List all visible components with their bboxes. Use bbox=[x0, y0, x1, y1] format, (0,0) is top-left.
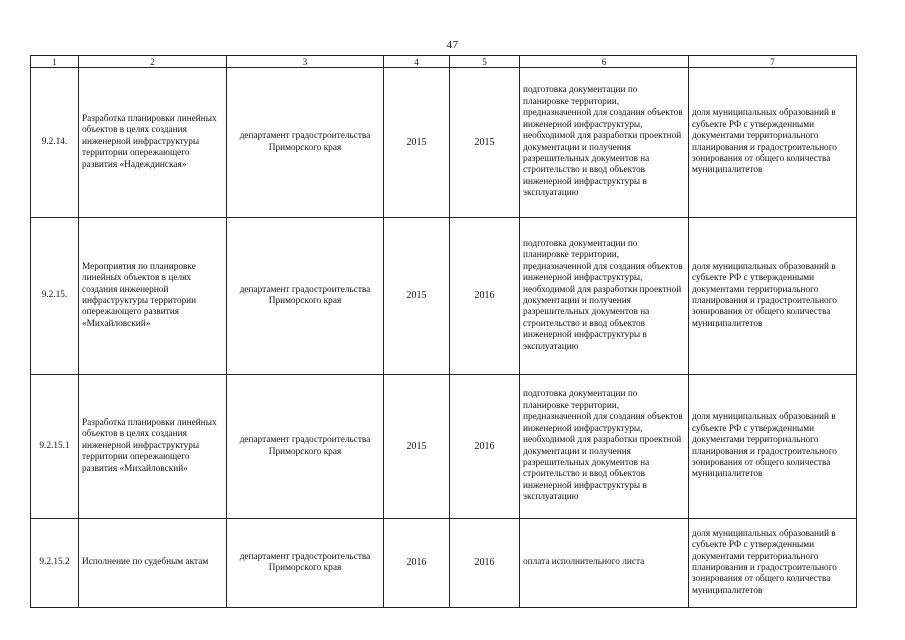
column-header: 2 bbox=[79, 56, 227, 68]
cell-start-year: 2015 bbox=[384, 218, 450, 375]
cell-executor: департамент градостроительства Приморского края bbox=[227, 375, 384, 519]
cell-indicator: доля муниципальных образований в субъекте РФ с утвержденными документами территориального планирования и градостроительного зонирования от общего количества муниципалитетов bbox=[689, 375, 857, 519]
cell-end-year: 2016 bbox=[450, 375, 520, 519]
cell-measure-name: Мероприятия по планировке линейных объектов в целях создания инженерной инфраструктуры территории опережающего развития «Михайловский» bbox=[79, 218, 227, 375]
cell-executor: департамент градостроительства Приморского края bbox=[227, 218, 384, 375]
cell-executor: департамент градостроительства Приморского края bbox=[227, 519, 384, 608]
cell-expected-result: оплата исполнительного листа bbox=[520, 519, 689, 608]
cell-executor: департамент градостроительства Приморского края bbox=[227, 68, 384, 218]
column-header: 1 bbox=[31, 56, 79, 68]
table-row bbox=[31, 519, 857, 608]
cell-measure-name: Разработка планировки линейных объектов в целях создания инженерной инфраструктуры территории опережающего развития «Надеждинская» bbox=[79, 68, 227, 218]
column-header: 6 bbox=[520, 56, 689, 68]
header-row bbox=[31, 56, 857, 68]
cell-measure-name: Разработка планировки линейных объектов в целях создания инженерной инфраструктуры территории опережающего развития «Михайловский» bbox=[79, 375, 227, 519]
measures-table bbox=[30, 55, 857, 608]
page-number: 47 bbox=[446, 39, 459, 51]
cell-expected-result: подготовка документации по планировке территории, предназначенной для создания объектов инженерной инфраструктуры, необходимой для разработки проектной документации и получения разрешительных документов на строительство и ввод объектов инженерной инфраструктуры в эксплуатацию bbox=[520, 218, 689, 375]
column-header: 7 bbox=[689, 56, 857, 68]
cell-start-year: 2015 bbox=[384, 375, 450, 519]
cell-number: 9.2.15. bbox=[31, 218, 79, 375]
column-header: 3 bbox=[227, 56, 384, 68]
cell-measure-name: Исполнение по судебным актам bbox=[79, 519, 227, 608]
cell-number: 9.2.15.1 bbox=[31, 375, 79, 519]
table-row bbox=[31, 375, 857, 519]
cell-indicator: доля муниципальных образований в субъекте РФ с утвержденными документами территориального планирования и градостроительного зонирования от общего количества муниципалитетов bbox=[689, 519, 857, 608]
cell-number: 9.2.14. bbox=[31, 68, 79, 218]
cell-end-year: 2016 bbox=[450, 519, 520, 608]
cell-end-year: 2016 bbox=[450, 218, 520, 375]
table-row bbox=[31, 68, 857, 218]
cell-expected-result: подготовка документации по планировке территории, предназначенной для создания объектов инженерной инфраструктуры, необходимой для разработки проектной документации и получения разрешительных документов на строительство и ввод объектов инженерной инфраструктуры в эксплуатацию bbox=[520, 375, 689, 519]
cell-indicator: доля муниципальных образований в субъекте РФ с утвержденными документами территориального планирования и градостроительного зонирования от общего количества муниципалитетов bbox=[689, 218, 857, 375]
table-row bbox=[31, 218, 857, 375]
cell-number: 9.2.15.2 bbox=[31, 519, 79, 608]
cell-expected-result: подготовка документации по планировке территории, предназначенной для создания объектов инженерной инфраструктуры, необходимой для разработки проектной документации и получения разрешительных документов на строительство и ввод объектов инженерной инфраструктуры в эксплуатацию bbox=[520, 68, 689, 218]
cell-start-year: 2016 bbox=[384, 519, 450, 608]
cell-indicator: доля муниципальных образований в субъекте РФ с утвержденными документами территориального планирования и градостроительного зонирования от общего количества муниципалитетов bbox=[689, 68, 857, 218]
cell-start-year: 2015 bbox=[384, 68, 450, 218]
column-header: 5 bbox=[450, 56, 520, 68]
cell-end-year: 2015 bbox=[450, 68, 520, 218]
column-header: 4 bbox=[384, 56, 450, 68]
